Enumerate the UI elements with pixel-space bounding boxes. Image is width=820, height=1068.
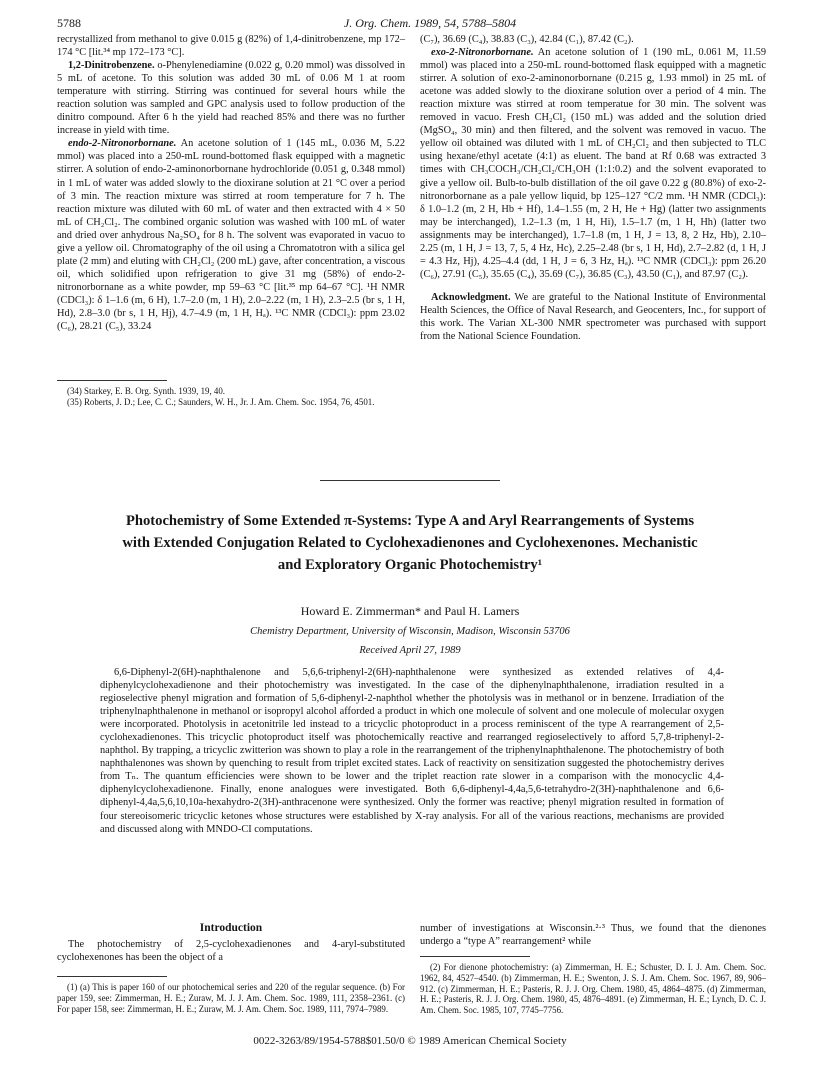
journal-citation: J. Org. Chem. 1989, 54, 5788–5804: [343, 16, 517, 30]
run-in-heading: exo-2-Nitronorbornane.: [431, 47, 534, 59]
introduction-continued: number of investigations at Wisconsin.²·³ Thus, we found that the dienones undergo a “type A” rearrangement² while: [420, 923, 766, 948]
footnote-rule: [420, 956, 530, 957]
received-date: Received April 27, 1989: [359, 645, 461, 656]
footnote-2: [420, 962, 766, 1016]
abstract-text: 6,6-Diphenyl-2(6H)-naphthalenone and 5,6,6-triphenyl-2(6H)-naphthalenone were synthesized as extended relatives of 4,4-diphenylcyclohexadienone and their photochemistry was investigated. In the case of the diphenylnaphthalenone, irradiation resulted in a regioselective phenyl migration and formation of 5,6-diphenyl-2-naphthol whether the photolysis was in methanol or in benzene. Irradiation of the triphenylnaphthalenone in methanol or isopropyl alcohol afforded a product in which one molecule of solvent and one molecule of molecular oxygen were incorporated. Photolysis in acetonitrile led instead to a tricyclic photoproduct in a process reminiscent of the type A rearrangement of 2,5-cyclohexadienones. This tricyclic photoproduct itself was photochemically reactive and rearranged regioselectively to afford 5,7,8-triphenyl-2-naphthol. By trapping, a tricyclic zwitterion was shown to play a role in the rearrangement of the triphenylnaphthalenone. The photochemistry of both naphthalenones was shown by quenching to result from triplet excited states. Lack of reactivity on sensitization suggested the photochemistry derives from Tₙ. The quantum efficiencies were shown to be lower and the triplet reaction rate slower in a comparison with the monocyclic 4,4-diphenylcyclohexadienone. Finally, enone analogues were investigated. Both 6,6-diphenyl-4,4a,5,6-tetrahydro-2(3H)-naphthalenone and 6,6-diphenyl-4,4a,5,6,10,10a-hexahydro-2(3H)-anthracenone were synthesized. Only the former was reactive; phenyl migration resulted in formation of four stereoisomeric tricyclic ketones whose structures were established by X-ray analysis. For all of the various reactions, mechanisms are provided and discussed along with MNDO-CI computations.: [100, 667, 724, 835]
introduction-right: [420, 922, 766, 948]
acknowledgment-text: We are grateful to the National Institute of Environmental Health Sciences, the Office of Naval Research, and Geocenters, Inc., for support of this work. The Varian XL-300 NMR spectrometer was purchased with support from the National Science Foundation.: [420, 291, 766, 343]
right-column: [420, 33, 766, 343]
introduction-heading: Introduction: [199, 922, 263, 934]
section-separator: [320, 480, 500, 481]
left-paragraph-1: recrystallized from methanol to give 0.015 g (82%) of 1,4-dinitrobenzene, mp 172–174 °C [lit.³⁴ mp 172–173 °C].: [57, 34, 405, 59]
left-paragraph-2: [57, 59, 405, 137]
left-column: [57, 33, 405, 333]
left-footnotes: [57, 386, 405, 408]
footnote-rule: [57, 976, 167, 977]
acknowledgment-heading: Acknowledgment.: [431, 291, 511, 303]
footnote-1: [57, 982, 405, 1014]
acknowledgment: [420, 291, 766, 343]
article-title: Photochemistry of Some Extended π-Systems: Type A and Aryl Rearrangements of Systems with Extended Conjugation Related to Cyclohexadienones and Cyclohexenones. Mechanistic and Exploratory Organic Photochemistry¹: [122, 513, 698, 573]
author-affiliation: Chemistry Department, University of Wisconsin, Madison, Wisconsin 53706: [250, 626, 570, 637]
paragraph-text: An acetone solution of 1 (190 mL, 0.061 M, 11.59 mmol) was placed into a 250-mL round-bottomed flask equipped with a magnetic stirrer. A solution of exo-2-aminonorbornane (0.215 g, 1.93 mmol) in 25 mL of acetone was added slowly to the dioxirane solution over a period of 4 min. The reaction mixture was stirred at room temperatue for 30 min. The solvent was removed in vacuo. Fresh CH₂Cl₂ (150 mL) was added and the solution dried (MgSO₄, 30 min) and then filtered, and the solvent was removed in vacuo. The yellow oil obtained was diluted with 1 mL of CH₂Cl₂ and then subjected to TLC using hexane/ethyl acetate (4:1) as eluent. The band at Rf 0.68 was extracted 3 times with CH₃COCH₃/CH₂Cl₂/CH₃OH (1:1:0.2) and the solvent evaporated to give a yellow oil. Bulb-to-bulb distillation of the oil gave 0.22 g (80.8%) of exo-2-nitronorbornane as a pale yellow liquid, bp 125–127 °C/2 mm. ¹H NMR (CDCl₃): δ 1.0–1.2 (m, 2 H, Hb + Hf), 1.4–1.55 (m, 2 H, He + Hg) (latter two assignments may be interchanged), 1.2–1.3 (m, 1 H, Hi), 1.5–1.7 (m, 1 H, Hh) (latter two assignments may be interchanged), 1.7–1.8 (m, 1 H, J = 13, 8, 2 Hz, Hb), 2.10–2.25 (m, 1 H, J = 13, 7, 5, 4 Hz, Hc), 2.25–2.48 (br s, 1 H, Hd), 2.7–2.82 (d, 1 H, J = 4.3 Hz, Hj), 4.25–4.4 (dd, 1 H, J = 6, 3 Hz, Hₐ). ¹³C NMR (CDCl₃): ppm 26.20 (C₆), 27.91 (C₅), 35.65 (C₄), 35.69 (C₇), 36.85 (C₃), 43.50 (C₁), and 87.97 (C₂).: [420, 47, 766, 280]
abstract: [100, 666, 724, 836]
page-number: 5788: [57, 16, 81, 30]
footnote-34: (34) Starkey, E. B. Org. Synth. 1939, 19, 40.: [67, 386, 226, 396]
introduction-left: [57, 938, 405, 964]
article-authors: Howard E. Zimmerman* and Paul H. Lamers: [300, 604, 520, 618]
footnote-35: (35) Roberts, J. D.; Lee, C. C.; Saunders, W. H., Jr. J. Am. Chem. Soc. 1954, 76, 4501.: [67, 396, 375, 407]
paragraph-text: o-Phenylenediamine (0.022 g, 0.20 mmol) was dissolved in 5 mL of acetone. To this solution was added 30 mL of 0.06 M 1 at room temperature with stirring. Stirring was continued for several hours while the reaction solution was sampled and GPC analysis used to follow production of the dinitro compound. After 6 h the yield had reached 85% and there was no further increase in yield with time.: [57, 60, 405, 137]
introduction-text: The photochemistry of 2,5-cyclohexadienones and 4-aryl-substituted cyclohexenones has been the object of a: [57, 939, 405, 964]
left-paragraph-3: [57, 137, 405, 333]
right-paragraph-2: [420, 46, 766, 281]
run-in-heading: endo-2-Nitronorbornane.: [68, 138, 177, 150]
run-in-heading: 1,2-Dinitrobenzene.: [68, 60, 155, 72]
copyright-footer: 0022-3263/89/1954-5788$01.50/0 © 1989 American Chemical Society: [253, 1035, 567, 1047]
footnote-2-text: (2) For dienone photochemistry: (a) Zimmerman, H. E.; Schuster, D. I. J. Am. Chem. Soc. 1962, 84, 4527–4540. (b) Zimmerman, H. E.; Swenton, J. S. J. Am. Chem. Soc. 1967, 89, 906–912. (c) Zimmerman, H. E.; Pasteris, R. J. J. Org. Chem. 1980, 45, 4864–4875. (d) Zimmerman, H. E.; Pasteris, R. J. J. Org. Chem. 1980, 45, 4876–4891. (e) Zimmerman, H. E.; Lynch, D. C. J. Am. Chem. Soc. 1985, 107, 7745–7756.: [420, 962, 766, 1016]
paragraph-text: An acetone solution of 1 (145 mL, 0.036 M, 5.22 mmol) was placed into a 250-mL round-bottomed flask equipped with a magnetic stirrer. A solution of endo-2-aminonorbornane hydrochloride (0.051 g, 0.348 mmol) in 1 mL of water was added slowly to the dioxirane solution at 21 °C over a period of 3 min. The reaction mixture was stirred at room temperature for 7 h. The reaction mixture was diluted with 60 mL of water and then extracted with 4 × 50 mL of CH₂Cl₂. The combined organic solution was washed with 100 mL of water and dried over anhydrous Na₂SO₄ for 8 h. The solvent was evaporated in vacuo to give a yellow oil. Chromatography of the oil using a Chromatotron with a silica gel plate (2 mm) and eluting with CH₂Cl₂ (200 mL) gave, after concentration, a viscous oil, which solidified upon refrigeration to give 31 mg (58%) of endo-2-nitronorbornane as a white powder, mp 59–63 °C [lit.³⁵ mp 64–67 °C]. ¹H NMR (CDCl₃): δ 1–1.6 (m, 6 H), 1.7–2.0 (m, 1 H), 2.0–2.22 (m, 1 H), 2.3–2.5 (br s, 1 H, Hd), 2.8–3.0 (br s, 1 H, Hj), 4.7–4.9 (m, 1 H, Hₐ). ¹³C NMR (CDCl₃): ppm 23.02 (C₆), 28.21 (C₅), 33.24: [57, 138, 405, 333]
footnote-1-text: (1) (a) This is paper 160 of our photochemical series and 220 of the regular sequence. (b) For paper 159, see: Zimmerman, H. E.; Zuraw, M. J. J. Am. Chem. Soc. 1989, 111, 2358–2361. (c) For paper 158, see: Zimmerman, H. E.; Zuraw, M. J. Am. Chem. Soc. 1989, 111, 7974–7989.: [57, 982, 405, 1014]
footnote-rule: [57, 380, 167, 381]
right-paragraph-1: (C₇), 36.69 (C₄), 38.83 (C₃), 42.84 (C₁), 87.42 (C₂).: [420, 34, 634, 45]
